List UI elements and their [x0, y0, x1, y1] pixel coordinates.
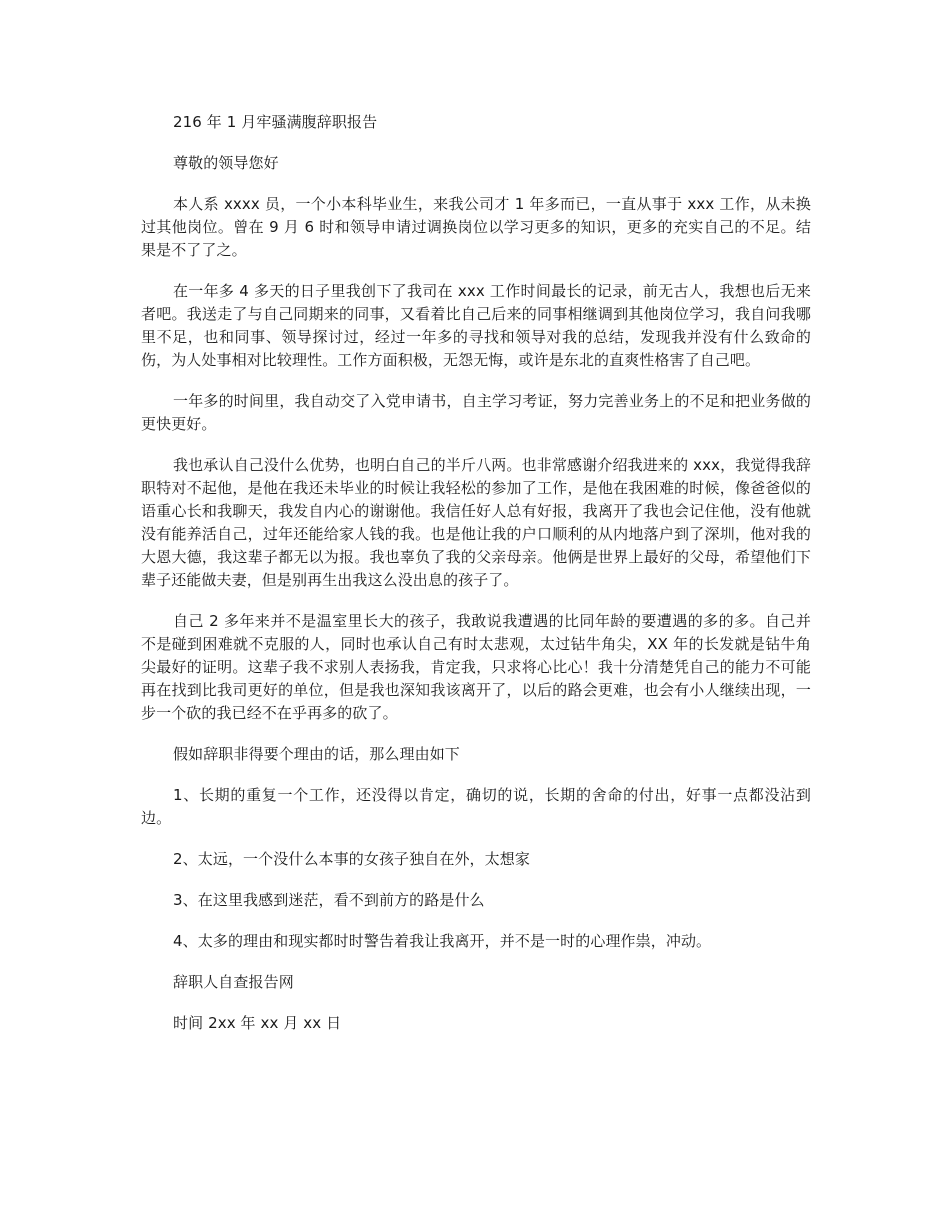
signature: 辞职人自查报告网: [173, 973, 294, 991]
body-paragraph-3: 一年多的时间里，我自动交了入党申请书，自主学习考证，努力完善业务上的不足和把业务做的更快更好。: [141, 392, 811, 433]
body-paragraph-2: 在一年多 4 多天的日子里我创下了我司在 xxx 工作时间最长的记录，前无古人，我想也后无来者吧。我送走了与自己同期来的同事，又看着比自己后来的同事相继调到其他岗位学习，我自问我哪里不足，也和同事、领导探讨过，经过一年多的寻找和领导对我的总结，发现我并没有什么致命的伤，为人处事相对比较理性。工作方面积极，无怨无悔，或许是东北的直爽性格害了自己吧。: [141, 282, 811, 369]
reason-item-4: 4、太多的理由和现实都时时警告着我让我离开，并不是一时的心理作祟，冲动。: [173, 932, 712, 950]
date-line: 时间 2xx 年 xx 月 xx 日: [173, 1014, 342, 1032]
document-title: 216 年 1 月牢骚满腹辞职报告: [173, 113, 378, 131]
body-paragraph-5: 自己 2 多年来并不是温室里长大的孩子，我敢说我遭遇的比同年龄的要遭遇的多的多。自己并不是碰到困难就不克服的人，同时也承认自己有时太悲观，太过钻牛角尖，XX 年的长发就是钻牛角尖最好的证明。这辈子我不求别人表扬我，肯定我，只求将心比心！我十分清楚凭自己的能力不可能再在找到比我司更好的单位，但是我也深知我该离开了，以后的路会更难，也会有小人继续出现，一步一个砍的我已经不在乎再多的砍了。: [141, 612, 811, 722]
body-paragraph-1: 本人系 xxxx 员，一个小本科毕业生，来我公司才 1 年多而已，一直从事于 xxx 工作，从未换过其他岗位。曾在 9 月 6 时和领导申请过调换岗位以学习更多的知识，更多的充实自己的不足。结果是不了了之。: [141, 195, 811, 259]
salutation: 尊敬的领导您好: [173, 154, 279, 172]
reasons-intro: 假如辞职非得要个理由的话，那么理由如下: [173, 745, 460, 763]
reason-item-2: 2、太远，一个没什么本事的女孩子独自在外，太想家: [173, 850, 530, 868]
reason-item-1: 1、长期的重复一个工作，还没得以肯定，确切的说，长期的舍命的付出，好事一点都没沾到边。: [141, 786, 811, 827]
reason-item-3: 3、在这里我感到迷茫，看不到前方的路是什么: [173, 891, 485, 909]
document-body: [141, 111, 811, 1053]
body-paragraph-4: 我也承认自己没什么优势，也明白自己的半斤八两。也非常感谢介绍我进来的 xxx，我觉得我辞职特对不起他，是他在我还未毕业的时候让我轻松的参加了工作，是他在我困难的时候，像爸爸似的语重心长和我聊天，我发自内心的谢谢他。我信任好人总有好报，我离开了我也会记住他，没有他就没有能养活自己，过年还能给家人钱的我。也是他让我的户口顺利的从内地落户到了深圳，他对我的大恩大德，我这辈子都无以为报。我也辜负了我的父亲母亲。他俩是世界上最好的父母，希望他们下辈子还能做夫妻，但是别再生出我这么没出息的孩子了。: [141, 456, 811, 589]
